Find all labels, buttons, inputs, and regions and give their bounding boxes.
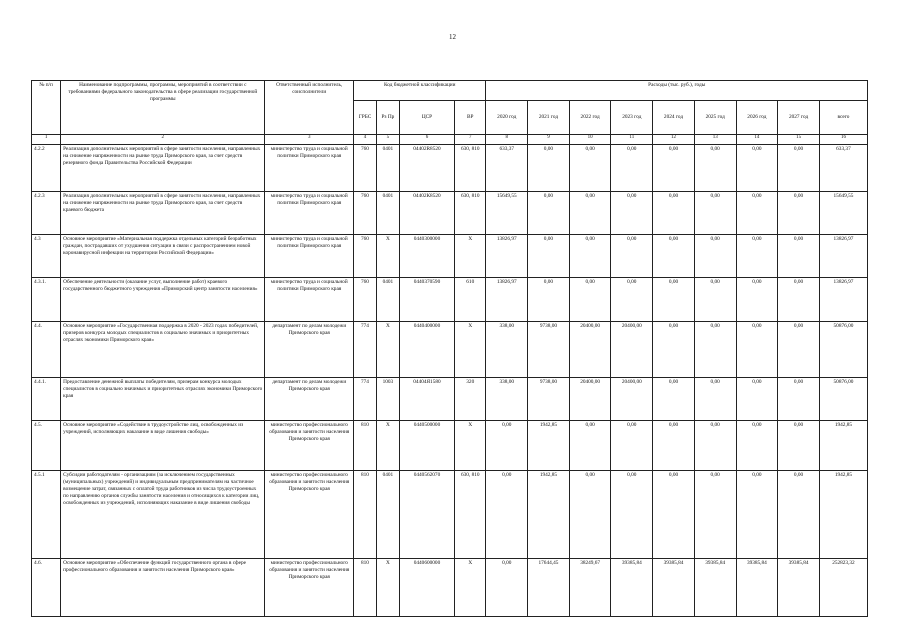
row-num: 4.4.1. bbox=[32, 378, 61, 421]
row-year-value: 0,00 bbox=[778, 192, 820, 235]
row-year-value: 0,00 bbox=[486, 559, 528, 617]
budget-table bbox=[31, 80, 868, 617]
header-budget-code: Код бюджетной классификации bbox=[354, 81, 486, 101]
header-year-2027: 2027 год bbox=[778, 101, 820, 135]
row-num: 4.5.1 bbox=[32, 471, 61, 559]
row-year-value: 0,00 bbox=[611, 235, 653, 278]
row-year-value: 39385,84 bbox=[778, 559, 820, 617]
row-year-value: 17644,45 bbox=[528, 559, 570, 617]
row-year-value: 0,00 bbox=[528, 145, 570, 192]
table-row bbox=[32, 278, 868, 322]
row-year-value: 338,00 bbox=[486, 378, 528, 421]
row-csr: 04402R8520 bbox=[399, 145, 454, 192]
row-year-value: 0,00 bbox=[736, 322, 778, 378]
table-row bbox=[32, 235, 868, 278]
row-year-value: 0,00 bbox=[736, 471, 778, 559]
row-year-value: 0,00 bbox=[569, 192, 611, 235]
row-name: Основное мероприятие «Материальная поддержка отдельных категорий безработных граждан, пострадавших от ухудшения ситуации в связи с распространением новой коронавирусной инфекции на территории Российской Федерации» bbox=[61, 235, 265, 278]
row-year-value: 0,00 bbox=[694, 235, 736, 278]
row-total-value: 50876,00 bbox=[819, 322, 867, 378]
row-responsible: министерство труда и социальной политики Приморского края bbox=[265, 145, 354, 192]
page-number: 12 bbox=[449, 33, 456, 41]
row-vr: Х bbox=[455, 559, 486, 617]
row-year-value: 1942,85 bbox=[528, 421, 570, 471]
table-row bbox=[32, 322, 868, 378]
row-vr: 610 bbox=[455, 278, 486, 322]
row-vr: 630, 810 bbox=[455, 471, 486, 559]
row-name: Реализация дополнительных мероприятий в сфере занятости населения, направленных на снижение напряженности на рынке труда Приморского края, за счет средств резервного фонда Правительства Российской Федерации bbox=[61, 145, 265, 192]
row-year-value: 13826,97 bbox=[486, 278, 528, 322]
row-year-value: 0,00 bbox=[694, 421, 736, 471]
header-rzpr: Рз Пр bbox=[376, 101, 399, 135]
header-name: Наименование подпрограммы, программы, мероприятий в соответствии с требованиями федерального законодательства в сфере реализации государственной программы bbox=[61, 81, 265, 135]
row-year-value: 20400,00 bbox=[569, 322, 611, 378]
row-year-value: 0,00 bbox=[611, 421, 653, 471]
column-index: 13 bbox=[694, 135, 736, 145]
row-year-value: 0,00 bbox=[528, 235, 570, 278]
row-rzpr: 0401 bbox=[376, 145, 399, 192]
row-csr: 0440300000 bbox=[399, 235, 454, 278]
row-csr: 0440370590 bbox=[399, 278, 454, 322]
row-year-value: 0,00 bbox=[653, 145, 695, 192]
row-year-value: 15649,55 bbox=[486, 192, 528, 235]
column-index: 6 bbox=[399, 135, 454, 145]
row-total-value: 15649,55 bbox=[819, 192, 867, 235]
row-grbs: 774 bbox=[354, 378, 377, 421]
table-row bbox=[32, 559, 868, 617]
column-index: 15 bbox=[778, 135, 820, 145]
row-year-value: 338,00 bbox=[486, 322, 528, 378]
header-year-2020: 2020 год bbox=[486, 101, 528, 135]
row-year-value: 0,00 bbox=[611, 192, 653, 235]
row-year-value: 1942,85 bbox=[528, 471, 570, 559]
row-year-value: 633,37 bbox=[486, 145, 528, 192]
row-year-value: 0,00 bbox=[778, 322, 820, 378]
row-year-value: 0,00 bbox=[778, 235, 820, 278]
row-year-value: 39385,84 bbox=[611, 559, 653, 617]
row-vr: Х bbox=[455, 322, 486, 378]
row-vr: 320 bbox=[455, 378, 486, 421]
row-grbs: 810 bbox=[354, 559, 377, 617]
row-year-value: 0,00 bbox=[486, 421, 528, 471]
header-year-2022: 2022 год bbox=[569, 101, 611, 135]
header-expenses: Расходы (тыс. руб.), годы bbox=[486, 81, 868, 101]
row-csr: 0440500000 bbox=[399, 421, 454, 471]
row-year-value: 0,00 bbox=[653, 278, 695, 322]
row-year-value: 39385,84 bbox=[694, 559, 736, 617]
row-num: 4.6. bbox=[32, 559, 61, 617]
row-year-value: 0,00 bbox=[653, 421, 695, 471]
row-responsible: министерство профессионального образования и занятости населения Приморского края bbox=[265, 421, 354, 471]
row-year-value: 0,00 bbox=[778, 421, 820, 471]
row-name: Обеспечение деятельности (оказание услуг, выполнение работ) краевого государственного бюджетного учреждения «Приморский центр занятости населения» bbox=[61, 278, 265, 322]
row-responsible: министерство профессионального образования и занятости населения Приморского края bbox=[265, 471, 354, 559]
column-index: 3 bbox=[265, 135, 354, 145]
row-year-value: 0,00 bbox=[653, 192, 695, 235]
row-year-value: 13826,97 bbox=[486, 235, 528, 278]
table-row bbox=[32, 421, 868, 471]
column-index: 8 bbox=[486, 135, 528, 145]
column-index: 14 bbox=[736, 135, 778, 145]
row-num: 4.5. bbox=[32, 421, 61, 471]
row-name: Основное мероприятие «Обеспечение функций государственного органа в сфере профессионального образования и занятости населения Приморского края» bbox=[61, 559, 265, 617]
row-year-value: 0,00 bbox=[694, 278, 736, 322]
table-row bbox=[32, 471, 868, 559]
column-index: 10 bbox=[569, 135, 611, 145]
row-year-value: 0,00 bbox=[736, 278, 778, 322]
header-responsible: Ответственный исполнитель, соисполнители bbox=[265, 81, 354, 135]
row-year-value: 0,00 bbox=[611, 278, 653, 322]
row-grbs: 760 bbox=[354, 278, 377, 322]
row-num: 4.4. bbox=[32, 322, 61, 378]
row-rzpr: Х bbox=[376, 235, 399, 278]
row-rzpr: 0401 bbox=[376, 471, 399, 559]
header-grbs: ГРБС bbox=[354, 101, 377, 135]
row-vr: Х bbox=[455, 235, 486, 278]
row-year-value: 0,00 bbox=[486, 471, 528, 559]
header-year-2026: 2026 год bbox=[736, 101, 778, 135]
row-year-value: 0,00 bbox=[569, 471, 611, 559]
row-vr: 630, 810 bbox=[455, 145, 486, 192]
row-total-value: 1942,85 bbox=[819, 471, 867, 559]
header-csr: ЦСР bbox=[399, 101, 454, 135]
row-num: 4.2.3 bbox=[32, 192, 61, 235]
column-index: 1 bbox=[32, 135, 61, 145]
row-num: 4.2.2 bbox=[32, 145, 61, 192]
row-grbs: 760 bbox=[354, 192, 377, 235]
row-responsible: министерство труда и социальной политики Приморского края bbox=[265, 192, 354, 235]
row-year-value: 0,00 bbox=[694, 145, 736, 192]
column-index: 9 bbox=[528, 135, 570, 145]
row-year-value: 0,00 bbox=[528, 278, 570, 322]
column-index: 16 bbox=[819, 135, 867, 145]
row-total-value: 50876,00 bbox=[819, 378, 867, 421]
table-row bbox=[32, 378, 868, 421]
column-index: 4 bbox=[354, 135, 377, 145]
row-grbs: 760 bbox=[354, 145, 377, 192]
header-year-2025: 2025 год bbox=[694, 101, 736, 135]
row-total-value: 633,37 bbox=[819, 145, 867, 192]
row-year-value: 0,00 bbox=[778, 278, 820, 322]
row-num: 4.3.1. bbox=[32, 278, 61, 322]
table-row bbox=[32, 192, 868, 235]
row-year-value: 0,00 bbox=[694, 378, 736, 421]
row-year-value: 0,00 bbox=[569, 278, 611, 322]
row-year-value: 0,00 bbox=[653, 471, 695, 559]
column-index: 12 bbox=[653, 135, 695, 145]
row-year-value: 0,00 bbox=[736, 235, 778, 278]
row-year-value: 0,00 bbox=[778, 378, 820, 421]
row-year-value: 0,00 bbox=[736, 378, 778, 421]
row-grbs: 810 bbox=[354, 471, 377, 559]
row-year-value: 0,00 bbox=[653, 235, 695, 278]
row-year-value: 20400,00 bbox=[611, 322, 653, 378]
row-year-value: 20400,00 bbox=[611, 378, 653, 421]
row-year-value: 0,00 bbox=[778, 471, 820, 559]
row-rzpr: Х bbox=[376, 322, 399, 378]
row-year-value: 20400,00 bbox=[569, 378, 611, 421]
row-year-value: 0,00 bbox=[736, 192, 778, 235]
row-csr: 0440562070 bbox=[399, 471, 454, 559]
row-name: Основное мероприятие «Содействие в трудоустройстве лиц, освобожденных из учреждений, исполняющих наказание в виде лишения свободы» bbox=[61, 421, 265, 471]
row-total-value: 1942,85 bbox=[819, 421, 867, 471]
row-responsible: министерство труда и социальной политики Приморского края bbox=[265, 278, 354, 322]
header-year-2023: 2023 год bbox=[611, 101, 653, 135]
row-total-value: 13826,97 bbox=[819, 278, 867, 322]
row-rzpr: Х bbox=[376, 421, 399, 471]
row-responsible: министерство профессионального образования и занятости населения Приморского края bbox=[265, 559, 354, 617]
row-name: Реализация дополнительных мероприятий в сфере занятости населения, направленных на снижение напряженности на рынке труда Приморского края, за счет средств краевого бюджета bbox=[61, 192, 265, 235]
header-num: № п/п bbox=[32, 81, 61, 135]
row-csr: 0440400000 bbox=[399, 322, 454, 378]
header-year-2021: 2021 год bbox=[528, 101, 570, 135]
row-responsible: департамент по делам молодежи Приморского края bbox=[265, 322, 354, 378]
row-rzpr: 0401 bbox=[376, 278, 399, 322]
row-rzpr: Х bbox=[376, 559, 399, 617]
column-index-row bbox=[32, 135, 868, 145]
row-year-value: 0,00 bbox=[778, 145, 820, 192]
row-year-value: 0,00 bbox=[569, 145, 611, 192]
row-year-value: 0,00 bbox=[611, 471, 653, 559]
row-vr: Х bbox=[455, 421, 486, 471]
header-year-2024: 2024 год bbox=[653, 101, 695, 135]
column-index: 7 bbox=[455, 135, 486, 145]
row-csr: 0440600000 bbox=[399, 559, 454, 617]
row-year-value: 39385,84 bbox=[736, 559, 778, 617]
row-total-value: 252823,32 bbox=[819, 559, 867, 617]
row-year-value: 0,00 bbox=[611, 145, 653, 192]
row-name: Субсидии работодателям - организациям (за исключением государственных (муниципальных) учреждений) и индивидуальным предпринимателям на частичное возмещение затрат, связанных с оплатой труда работников из числа трудоустроенных по направлению органов службы занятости населения и относящихся к категории лиц, освобожденных из учреждений, исполняющих наказание в виде лишения свободы bbox=[61, 471, 265, 559]
row-year-value: 0,00 bbox=[653, 378, 695, 421]
row-year-value: 0,00 bbox=[694, 192, 736, 235]
row-total-value: 13826,97 bbox=[819, 235, 867, 278]
row-csr: 04404Я1580 bbox=[399, 378, 454, 421]
row-year-value: 0,00 bbox=[569, 235, 611, 278]
row-rzpr: 1003 bbox=[376, 378, 399, 421]
column-index: 5 bbox=[376, 135, 399, 145]
row-year-value: 0,00 bbox=[569, 421, 611, 471]
row-year-value: 39385,84 bbox=[653, 559, 695, 617]
row-year-value: 9738,00 bbox=[528, 322, 570, 378]
row-grbs: 760 bbox=[354, 235, 377, 278]
row-year-value: 0,00 bbox=[528, 192, 570, 235]
row-year-value: 0,00 bbox=[694, 322, 736, 378]
row-name: Предоставление денежной выплаты победителям, призерам конкурса молодых специалистов в социально значимых и приоритетных отраслях экономики Приморского края bbox=[61, 378, 265, 421]
row-year-value: 0,00 bbox=[736, 421, 778, 471]
row-year-value: 0,00 bbox=[653, 322, 695, 378]
row-year-value: 0,00 bbox=[694, 471, 736, 559]
row-year-value: 38249,67 bbox=[569, 559, 611, 617]
header-total: всего bbox=[819, 101, 867, 135]
row-responsible: министерство труда и социальной политики Приморского края bbox=[265, 235, 354, 278]
row-name: Основное мероприятие «Государственная поддержка в 2020 - 2023 годах победителей, призеров конкурса молодых специалистов в социально значимых и приоритетных отраслях экономики Приморского края» bbox=[61, 322, 265, 378]
column-index: 2 bbox=[61, 135, 265, 145]
column-index: 11 bbox=[611, 135, 653, 145]
row-num: 4.3 bbox=[32, 235, 61, 278]
row-year-value: 9738,00 bbox=[528, 378, 570, 421]
row-year-value: 0,00 bbox=[736, 145, 778, 192]
row-grbs: 774 bbox=[354, 322, 377, 378]
table-row bbox=[32, 145, 868, 192]
row-rzpr: 0401 bbox=[376, 192, 399, 235]
row-csr: 04402К8520 bbox=[399, 192, 454, 235]
row-responsible: департамент по делам молодежи Приморского края bbox=[265, 378, 354, 421]
row-grbs: 810 bbox=[354, 421, 377, 471]
header-vr: ВР bbox=[455, 101, 486, 135]
row-vr: 630, 810 bbox=[455, 192, 486, 235]
